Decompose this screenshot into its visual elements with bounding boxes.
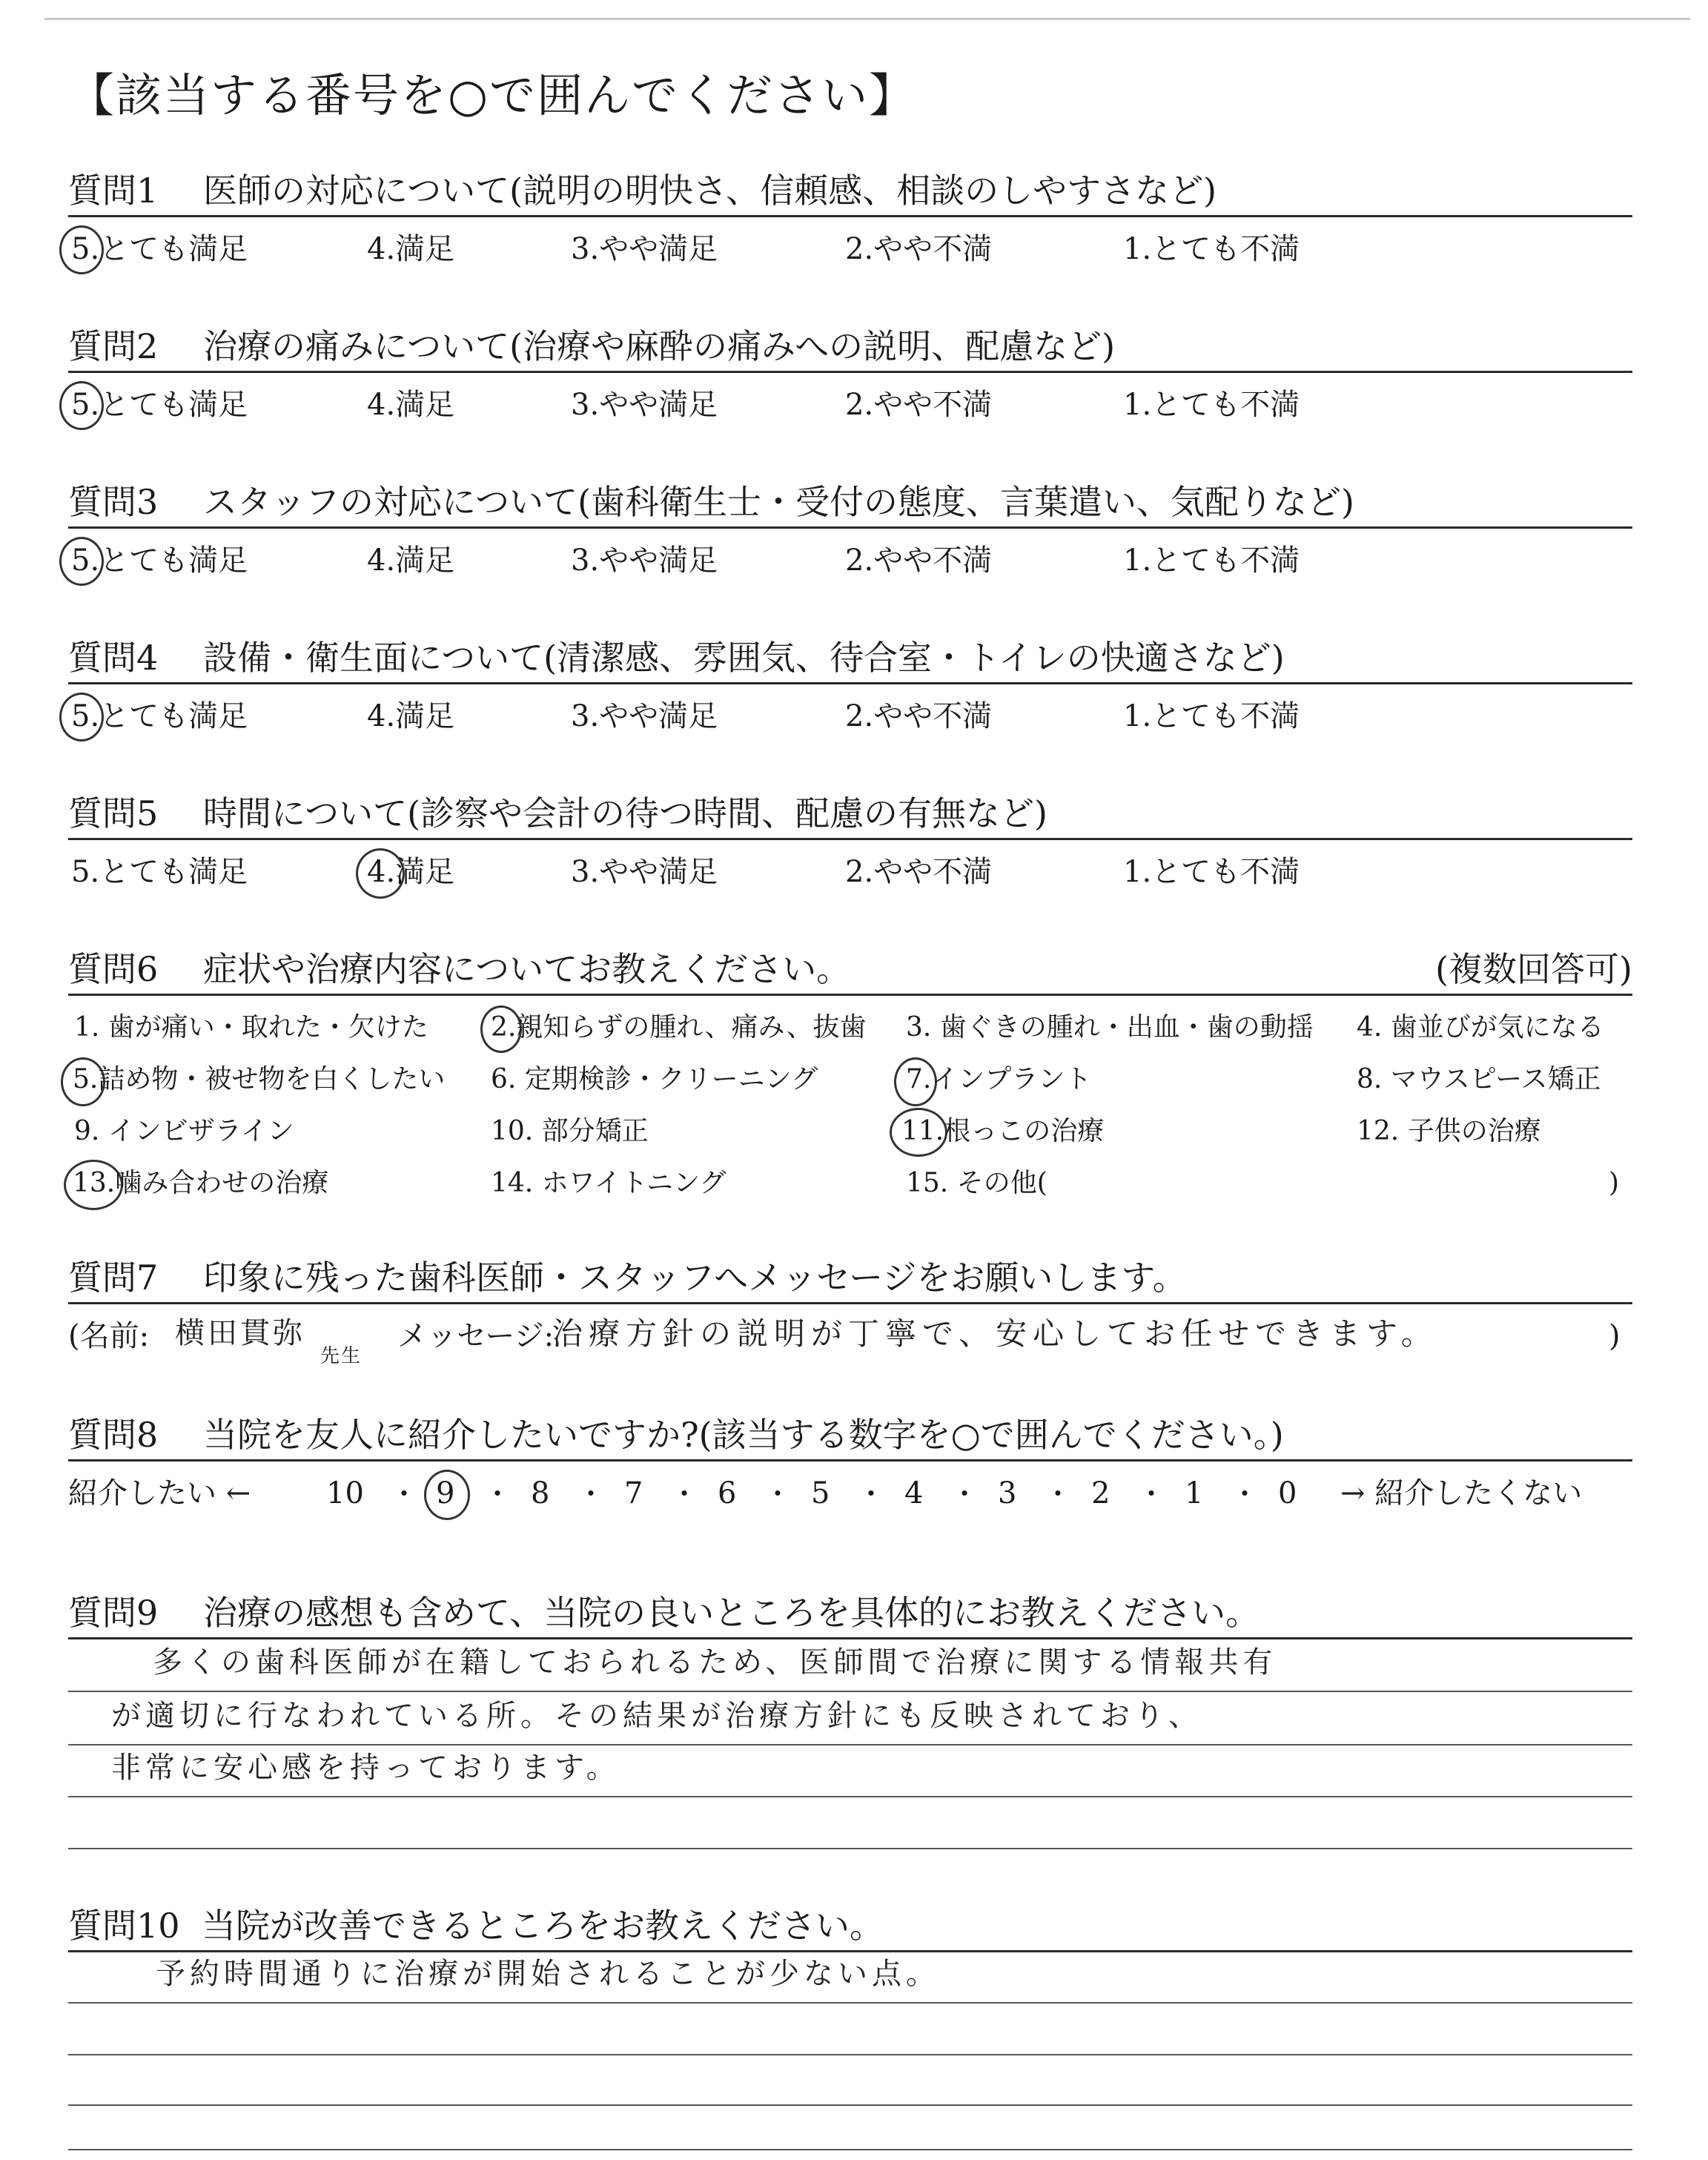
handwritten-message[interactable]: 治療方針の説明が丁寧で、安心してお任せできます。	[552, 1315, 1438, 1352]
symptom-option-3[interactable]: 3. 歯ぐきの腫れ・出血・歯の動揺	[906, 1012, 1314, 1043]
answer-line	[68, 2002, 1632, 2004]
scale-2[interactable]: 2	[1091, 1476, 1110, 1510]
question-1	[68, 171, 1632, 217]
question-8	[68, 1415, 1632, 1462]
question-number: 質問3	[68, 482, 159, 522]
answer-line	[68, 2104, 1632, 2106]
answer-line	[68, 2054, 1632, 2055]
symptom-option-14[interactable]: 14. ホワイトニング	[491, 1168, 726, 1198]
option-2[interactable]: 2.やや不満	[845, 544, 993, 578]
scale-5[interactable]: 5	[811, 1476, 830, 1510]
answer-line	[68, 1691, 1632, 1692]
question-text: 当院を友人に紹介したいですか?(該当する数字を○で囲んでください。)	[203, 1415, 1284, 1455]
question-number: 質問5	[68, 793, 159, 833]
answer-line	[68, 1848, 1632, 1849]
option-1[interactable]: 1.とても不満	[1123, 544, 1300, 578]
question-6	[68, 949, 1632, 996]
question-text: 医師の対応について(説明の明快さ、信頼感、相談のしやすさなど)	[203, 171, 1217, 211]
scale-separator: ・	[390, 1478, 419, 1510]
scale-separator: ・	[1137, 1478, 1166, 1510]
multiple-answer-note: (複数回答可)	[1435, 949, 1632, 989]
option-5[interactable]: 5.とても満足	[71, 232, 248, 266]
scale-separator: ・	[1231, 1478, 1260, 1510]
option-1[interactable]: 1.とても不満	[1123, 388, 1300, 422]
symptom-option-7[interactable]: 7.インプラント	[906, 1064, 1092, 1094]
message-close-paren: )	[1609, 1319, 1621, 1353]
question-3	[68, 482, 1632, 529]
scale-separator: ・	[577, 1478, 606, 1510]
question-number: 質問7	[68, 1258, 159, 1298]
symptom-option-5[interactable]: 5.詰め物・被せ物を白くしたい	[73, 1064, 446, 1094]
question-4	[68, 638, 1632, 684]
option-2[interactable]: 2.やや不満	[845, 388, 993, 422]
answer-line	[68, 2149, 1632, 2150]
question-text: 治療の感想も含めて、当院の良いところを具体的にお教えください。	[203, 1593, 1260, 1633]
instruction-heading: 【該当する番号を○で囲んでください】	[68, 68, 917, 122]
scale-3[interactable]: 3	[998, 1476, 1017, 1510]
scale-separator: ・	[857, 1478, 886, 1510]
question-7	[68, 1258, 1632, 1304]
option-1[interactable]: 1.とても不満	[1123, 232, 1300, 266]
option-3[interactable]: 3.やや満足	[571, 699, 718, 733]
option-4[interactable]: 4.満足	[367, 544, 455, 578]
other-close-paren: )	[1609, 1168, 1620, 1198]
scale-4[interactable]: 4	[904, 1476, 924, 1510]
option-5[interactable]: 5.とても満足	[71, 699, 248, 733]
option-2[interactable]: 2.やや不満	[845, 232, 993, 266]
question-number: 質問6	[68, 949, 159, 989]
question-2	[68, 326, 1632, 373]
option-2[interactable]: 2.やや不満	[845, 855, 993, 889]
scale-separator: ・	[950, 1478, 979, 1510]
symptom-option-13[interactable]: 13.噛み合わせの治療	[73, 1168, 329, 1198]
option-3[interactable]: 3.やや満足	[571, 855, 718, 889]
option-1[interactable]: 1.とても不満	[1123, 855, 1300, 889]
scale-10[interactable]: 10	[326, 1476, 364, 1510]
message-label: メッセージ:	[397, 1319, 555, 1353]
question-number: 質問2	[68, 326, 159, 366]
question-text: 治療の痛みについて(治療や麻酔の痛みへの説明、配慮など)	[203, 326, 1116, 366]
symptom-option-11[interactable]: 11.根っこの治療	[901, 1116, 1105, 1146]
symptom-option-4[interactable]: 4. 歯並びが気になる	[1357, 1012, 1604, 1043]
question-number: 質問10	[68, 1906, 180, 1946]
handwritten-answer-line-3[interactable]: 非常に安心感を持っております。	[111, 1751, 620, 1785]
scale-separator: ・	[483, 1478, 512, 1510]
symptom-option-2[interactable]: 2.親知らずの腫れ、痛み、抜歯	[491, 1012, 867, 1043]
option-4[interactable]: 4.満足	[367, 232, 455, 266]
option-3[interactable]: 3.やや満足	[571, 388, 718, 422]
recommend-label: 紹介したい ←	[68, 1476, 251, 1510]
question-9	[68, 1593, 1632, 1637]
scale-separator: ・	[764, 1478, 792, 1510]
symptom-option-1[interactable]: 1. 歯が痛い・取れた・欠けた	[74, 1012, 428, 1043]
option-4[interactable]: 4.満足	[367, 855, 455, 889]
handwritten-honorific: 先生	[320, 1345, 363, 1367]
option-3[interactable]: 3.やや満足	[571, 544, 718, 578]
option-1[interactable]: 1.とても不満	[1123, 699, 1300, 733]
scale-9[interactable]: 9	[436, 1476, 455, 1510]
question-text: 当院が改善できるところをお教えください。	[202, 1906, 884, 1946]
question-text: スタッフの対応について(歯科衛生士・受付の態度、言葉遣い、気配りなど)	[203, 482, 1354, 522]
scale-1[interactable]: 1	[1185, 1476, 1204, 1510]
handwritten-improvement-answer[interactable]: 予約時間通りに治療が開始されることが少ない点。	[156, 1957, 940, 1991]
handwritten-doctor-name[interactable]: 横田貫弥	[175, 1316, 305, 1350]
question-10	[68, 1906, 1632, 1950]
question-number: 質問9	[68, 1593, 159, 1633]
scale-6[interactable]: 6	[718, 1476, 737, 1510]
question-text: 印象に残った歯科医師・スタッフへメッセージをお願いします。	[203, 1258, 1187, 1298]
question-number: 質問1	[68, 171, 159, 211]
handwritten-answer-line-2[interactable]: が適切に行なわれている所。その結果が治療方針にも反映されており、	[111, 1699, 1202, 1733]
name-label: (名前:	[68, 1319, 150, 1353]
option-5[interactable]: 5.とても満足	[71, 544, 248, 578]
option-5[interactable]: 5.とても満足	[71, 855, 248, 889]
not-recommend-label: → 紹介したくない	[1340, 1476, 1583, 1510]
scale-separator: ・	[1044, 1478, 1073, 1510]
scale-0[interactable]: 0	[1278, 1476, 1297, 1510]
option-4[interactable]: 4.満足	[367, 388, 455, 422]
answer-line	[68, 1744, 1632, 1745]
handwritten-answer-line-1[interactable]: 多くの歯科医師が在籍しておられるため、医師間で治療に関する情報共有	[153, 1645, 1277, 1680]
top-edge-line	[44, 18, 1690, 20]
symptom-option-15[interactable]: 15. その他(	[906, 1168, 1047, 1198]
symptom-option-10[interactable]: 10. 部分矯正	[491, 1116, 649, 1146]
symptom-option-9[interactable]: 9. インビザライン	[74, 1116, 294, 1146]
answer-line	[68, 1796, 1632, 1797]
answer-line	[68, 1637, 1632, 1639]
scale-8[interactable]: 8	[531, 1476, 550, 1510]
question-text: 時間について(診察や会計の待つ時間、配慮の有無など)	[203, 793, 1047, 833]
scale-7[interactable]: 7	[624, 1476, 643, 1510]
question-number: 質問4	[68, 638, 159, 678]
question-5	[68, 793, 1632, 840]
symptom-option-12[interactable]: 12. 子供の治療	[1357, 1116, 1541, 1146]
question-number: 質問8	[68, 1415, 159, 1455]
question-text: 症状や治療内容についてお教えください。	[203, 949, 851, 989]
answer-line	[68, 1950, 1632, 1952]
symptom-option-6[interactable]: 6. 定期検診・クリーニング	[491, 1064, 818, 1094]
option-4[interactable]: 4.満足	[367, 699, 455, 733]
symptom-option-8[interactable]: 8. マウスピース矯正	[1357, 1064, 1601, 1094]
scale-separator: ・	[670, 1478, 699, 1510]
option-5[interactable]: 5.とても満足	[71, 388, 248, 422]
option-3[interactable]: 3.やや満足	[571, 232, 718, 266]
question-text: 設備・衛生面について(清潔感、雰囲気、待合室・トイレの快適さなど)	[203, 638, 1285, 678]
option-2[interactable]: 2.やや不満	[845, 699, 993, 733]
